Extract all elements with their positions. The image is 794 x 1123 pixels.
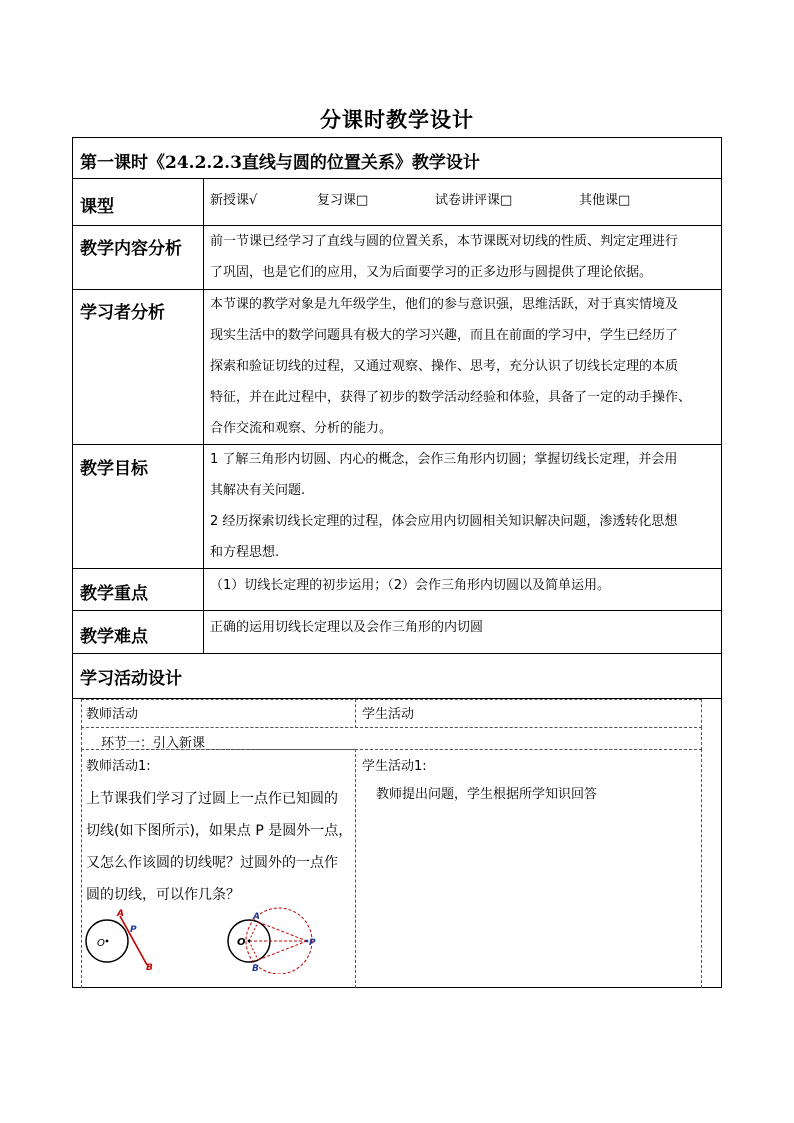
teacher-activity-header: 教师活动: [86, 707, 139, 722]
lesson-table: [72, 137, 722, 988]
course-type-option-exam: 试卷讲评课□: [435, 193, 513, 208]
label-b: B: [146, 963, 153, 972]
label-b: B: [252, 964, 259, 974]
objectives-text: [210, 444, 720, 568]
key-points-label: 教学重点: [80, 584, 148, 604]
student-activity-header: 学生活动: [362, 707, 415, 722]
teacher-activity-text: [86, 783, 352, 911]
objectives-line: 其解决有关问题.: [210, 483, 306, 498]
teacher-activity-line: 又怎么作该圆的切线呢？过圆外的一点作: [86, 855, 338, 871]
learner-analysis-line: 特征，并在此过程中，获得了初步的数学活动经验和体验，具备了一定的动手操作、: [210, 390, 692, 405]
difficulties-label: 教学难点: [80, 627, 148, 647]
learner-analysis-line: 探索和验证切线的过程，又通过观察、操作、思考，充分认识了切线长定理的本质: [210, 359, 679, 374]
label-p: P: [309, 938, 316, 948]
figure-tangent-on-circle: [83, 904, 163, 972]
document-title: 分课时教学设计: [320, 107, 474, 132]
tangent-line: [120, 916, 147, 965]
objectives-line: 1 了解三角形内切圆、内心的概念，会作三角形内切圆；掌握切线长定理，并会用: [210, 452, 678, 467]
objectives-label: 教学目标: [80, 459, 148, 479]
course-type-label: 课型: [80, 197, 114, 217]
content-analysis-line: 了巩固，也是它们的应用，又为后面要学习的正多边形与圆提供了理论依据。: [210, 265, 653, 280]
course-type-option-review: 复习课□: [317, 193, 369, 208]
tangent-pa: [258, 922, 307, 941]
center-point: [248, 940, 251, 943]
activity-header-divider: [355, 699, 356, 728]
content-analysis-label: 教学内容分析: [80, 239, 182, 259]
external-point: [306, 940, 309, 943]
section-title: 环节一：引入新课: [101, 736, 206, 751]
key-points-text: （1）切线长定理的初步运用；（2）会作三角形内切圆以及简单运用。: [210, 578, 611, 593]
teacher-activity-line: 上节课我们学习了过圆上一点作已知圆的: [86, 791, 338, 807]
content-analysis-line: 前一节课已经学习了直线与圆的位置关系，本节课既对切线的性质、判定定理进行: [210, 234, 679, 249]
label-o: O: [237, 937, 246, 948]
label-p: P: [130, 925, 137, 935]
label-a: A: [117, 909, 124, 919]
content-analysis-text: [210, 226, 720, 288]
label-a: A: [253, 912, 260, 922]
learner-analysis-line: 合作交流和观察、分析的能力。: [210, 421, 393, 436]
course-type-option-new: 新授课√: [210, 193, 258, 208]
learner-analysis-text: [210, 289, 720, 444]
tangent-pb: [258, 941, 307, 960]
activity-design-label: 学习活动设计: [80, 669, 182, 689]
lesson-heading: 第一课时《24.2.2.3直线与圆的位置关系》教学设计: [80, 153, 480, 173]
difficulties-text: 正确的运用切线长定理以及会作三角形的内切圆: [210, 620, 484, 635]
student-activity-title: 学生活动1:: [362, 759, 427, 774]
label-o: O: [97, 938, 105, 949]
objectives-line: 2 经历探索切线长定理的过程，体会应用内切圆相关知识解决问题，渗透转化思想: [210, 514, 678, 529]
learner-analysis-label: 学习者分析: [80, 303, 165, 323]
course-type-option-other: 其他课□: [579, 193, 631, 208]
student-activity-text: 教师提出问题，学生根据所学知识回答: [376, 787, 598, 802]
teacher-activity-line: 切线(如下图所示)，如果点 P 是圆外一点，: [86, 823, 353, 839]
figure-tangents-from-external-point: [221, 902, 331, 974]
teacher-activity-title: 教师活动1:: [86, 759, 151, 774]
objectives-line: 和方程思想.: [210, 545, 280, 560]
teacher-activity-line: 圆的切线，可以作几条？: [86, 887, 240, 903]
learner-analysis-line: 现实生活中的数学问题具有极大的学习兴趣，而且在前面的学习中，学生已经历了: [210, 328, 679, 343]
center-point: [106, 940, 109, 943]
learner-analysis-line: 本节课的教学对象是九年级学生，他们的参与意识强，思维活跃，对于真实情境及: [210, 297, 679, 312]
